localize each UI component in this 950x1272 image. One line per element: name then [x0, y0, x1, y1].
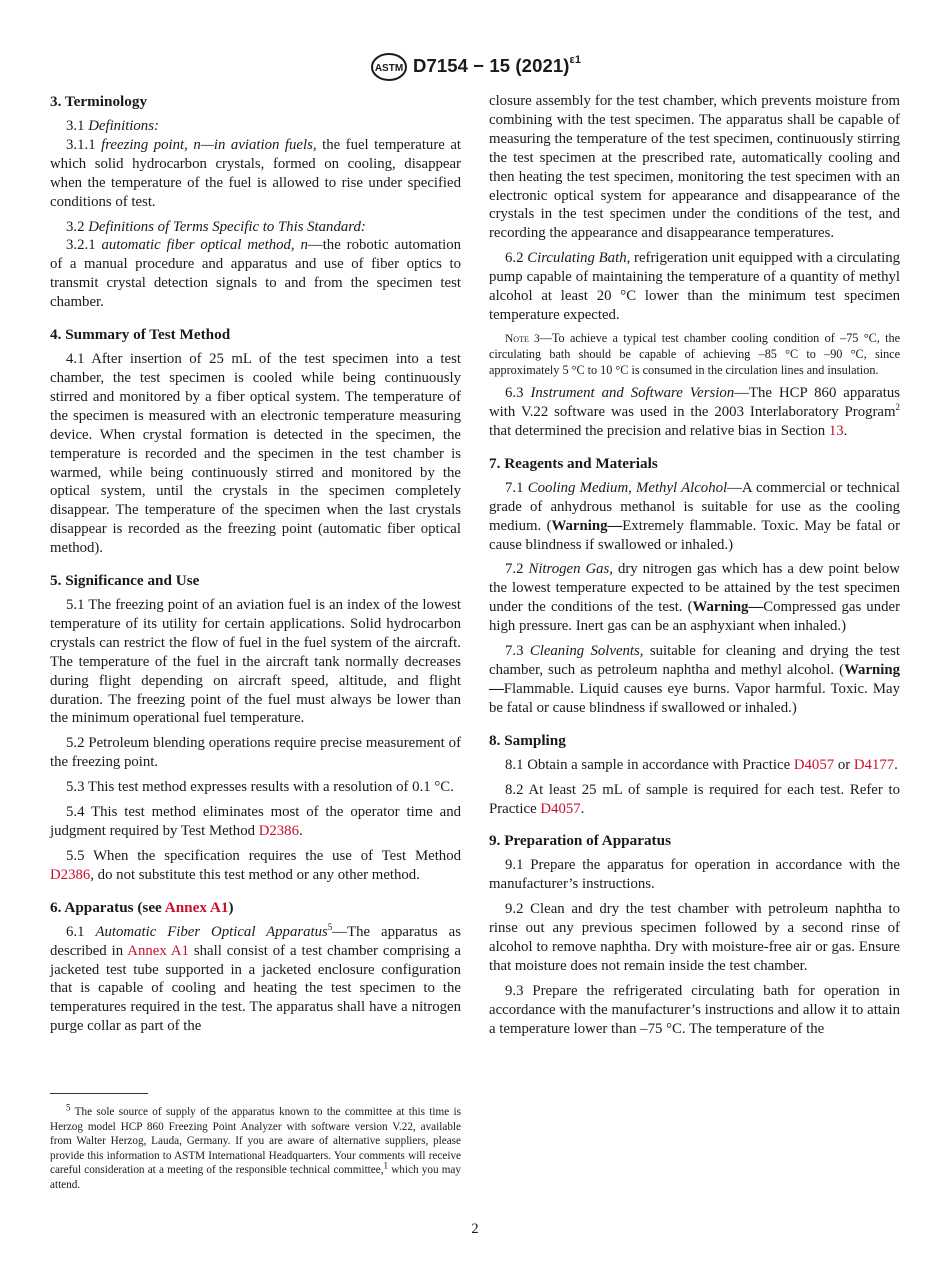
section-7-heading: 7. Reagents and Materials: [489, 454, 658, 472]
para-9-2: 9.2 Clean and dry the test chamber with petroleum naphtha to rinse out any previous specimen followed by a second rinse of alcohol to remove naphtha. Dry with moisture-free air or gas. Ensure that moisture does not remain inside the test chamber.: [489, 901, 900, 974]
ref-link-d4057[interactable]: D4057: [540, 800, 581, 817]
para-6-3: 6.3 Instrument and Software Version—The HCP 860 apparatus with V.22 software was used in the 2003 Interlaboratory Program$^2$ that determined the precision and relative bias in Section 13.: [489, 385, 901, 439]
section-5-heading: 5. Significance and Use: [50, 572, 200, 590]
ref-link-d2386[interactable]: D2386: [258, 823, 299, 839]
section-9-heading: 9. Preparation of Apparatus: [489, 832, 671, 850]
ref-link-d4057[interactable]: D4057: [793, 756, 835, 773]
para-5-2: 5.2 Petroleum blending operations require precise measurement of the freezing point.: [50, 735, 461, 771]
right-column: [489, 92, 900, 1039]
para-8-1: 8.1 Obtain a sample in accordance with Practice D4057 or D4177.: [505, 756, 898, 773]
note-3: Note 3—To achieve a typical test chamber cooling condition of –75 °C, the circulating bath should be capable of achieving –85 °C to –90 °C, since approximately 5 °C to 10 °C is consumed in the circulation lines and insulation.: [489, 330, 900, 377]
para-8-2: 8.2 At least 25 mL of sample is required for each test. Refer to Practice D4057.: [489, 781, 900, 817]
svg-text:ASTM: ASTM: [374, 63, 404, 74]
designation-superscript: ε1: [569, 53, 582, 66]
ref-link-section-13[interactable]: 13: [828, 422, 844, 439]
astm-logo-icon: [370, 52, 408, 82]
page-header: [0, 52, 950, 86]
footnote-marker: 5: [327, 921, 333, 932]
para-3-2: 3.2 Definitions of Terms Specific to This Standard:: [66, 218, 366, 235]
para-5-1: 5.1 The freezing point of an aviation fuel is an index of the lowest temperature of its utility for certain applications. Solid hydrocarbon crystals can restrict the flow of fuel in the fuel system of the aircraft. The temperature of the fuel in the aircraft tank normally decreases during flight depending on aircraft speed, altitude, and flight duration. The freezing point of the fuel must always be lower than the minimum operational fuel temperature.: [50, 597, 461, 727]
para-7-1: 7.1 Cooling Medium, Methyl Alcohol—A commercial or technical grade of anhydrous methanol is suitable for use as the cooling medium. (Warning—Extremely flammable. Toxic. May be fatal or cause blindness if swallowed or inhaled.): [489, 479, 901, 553]
ref-link-annex-a1[interactable]: Annex A1: [164, 898, 229, 916]
left-column: [50, 92, 461, 1036]
section-3-heading: 3. Terminology: [50, 93, 148, 110]
ref-link-annex-a1[interactable]: Annex A1: [127, 942, 189, 959]
ref-link-d2386[interactable]: D2386: [50, 866, 91, 883]
para-6-2: 6.2 Circulating Bath, refrigeration unit equipped with a circulating pump capable of maintaining the temperature of a quantity of methyl alcohol at least 20 °C lower than the minimum test specimen temperature expected.: [489, 250, 900, 323]
section-4-heading: 4. Summary of Test Method: [50, 326, 231, 344]
para-6-1-continued: closure assembly for the test chamber, which prevents moisture from combining with the test specimen. The apparatus shall be capable of measuring the temperature of the test specimen, continuously stirring the test specimen at the prescribed rate, automatically cooling and then heating the test specimen, monitoring the test specimen with an electronic optical system for appearance and disappearance of the crystals in the test specimen under the conditions of the test, and recording the appearance and disappearance temperatures.: [489, 93, 900, 242]
para-3-1: 3.1 Definitions:: [66, 118, 159, 134]
footnote-divider: [50, 1093, 148, 1094]
para-7-2: 7.2 Nitrogen Gas, dry nitrogen gas which has a dew point below the lowest temperature expected to be attained by the test specimen under the conditions of the test. (Warning—Compressed gas under high pressure. Inert gas can be an asphyxiant when inhaled.): [489, 561, 900, 635]
section-8-heading: 8. Sampling: [489, 731, 566, 749]
page-number: 2: [471, 1221, 479, 1237]
standard-designation: D7154 − 15 $(2021)^{\varepsilon 1}$: [413, 53, 582, 76]
para-4-1: 4.1 After insertion of 25 mL of the test specimen into a test chamber, the test specimen is cooled while being continuously stirred and monitored by a fiber optical system. The temperature of the specimen is measured with an electronic temperature measuring device. When crystal formation is detected in the specimen, the temperature is recorded and the specimen in the test chamber is warmed, while being continuously stirred and monitored by the optical system, until the crystals in the specimen completely disappear. The temperature of the specimen when the last crystals disappear is recorded as the freezing point (automatic fiber optical method).: [50, 351, 461, 557]
para-9-3: 9.3 Prepare the refrigerated circulating bath for operation in accordance with the manufacturer’s instructions and allow it to attain a temperature lower than –75 °C. The temperature of the: [489, 982, 900, 1037]
para-5-3: 5.3 This test method expresses results with a resolution of 0.1 °C.: [66, 779, 454, 796]
para-5-4: 5.4 This test method eliminates most of the operator time and judgment required by Test Method D2386.: [50, 804, 461, 839]
para-5-5: 5.5 When the specification requires the use of Test Method D2386, do not substitute this test method or any other method.: [50, 847, 461, 883]
para-6-1: 6.1 Automatic Fiber Optical Apparatus$^5$—The apparatus as described in Annex A1 shall consist of a test chamber comprising a jacketed test tube supported in a jacketed enclosure configuration that is capable of cooling and heating the test specimen to the temperatures required in the test. The apparatus shall have a nitrogen purge collar as part of the: [50, 921, 461, 1035]
ref-link-d4177[interactable]: D4177: [853, 756, 895, 773]
footnote-5: $^5$ The sole source of supply of the apparatus known to the committee at this time is Herzog model HCP 860 Freezing Point Analyzer with software version V.22, available from Walter Herzog, Lauda, Germany. If you are aware of alternative suppliers, please provide this information to ASTM International Headquarters. Your comments will receive careful consideration at a meeting of the responsible technical committee,$^1$ which you may attend.: [50, 1102, 461, 1191]
section-6-heading: 6. Apparatus (see Annex A1): [50, 898, 234, 916]
para-7-3: 7.3 Cleaning Solvents, suitable for cleaning and drying the test chamber, such as petroleum naphtha and methyl alcohol. (Warning—Flammable. Liquid causes eye burns. Vapor harmful. Toxic. May be fatal or cause blindness if swallowed or inhaled.): [489, 643, 900, 716]
para-9-1: 9.1 Prepare the apparatus for operation in accordance with the manufacturer’s instructions.: [489, 857, 900, 893]
para-3-1-1: 3.1.1 freezing point, n—in aviation fuels, the fuel temperature at which solid hydrocarbon crystals, formed on cooling, disappear when the temperature of the fuel is allowed to rise under specified conditions of test.: [50, 136, 462, 210]
para-3-2-1: 3.2.1 automatic fiber optical method, n—the robotic automation of a manual procedure and apparatus and use of fiber optics to transmit crystal detection signals to and from the specimen test chamber.: [50, 237, 462, 311]
